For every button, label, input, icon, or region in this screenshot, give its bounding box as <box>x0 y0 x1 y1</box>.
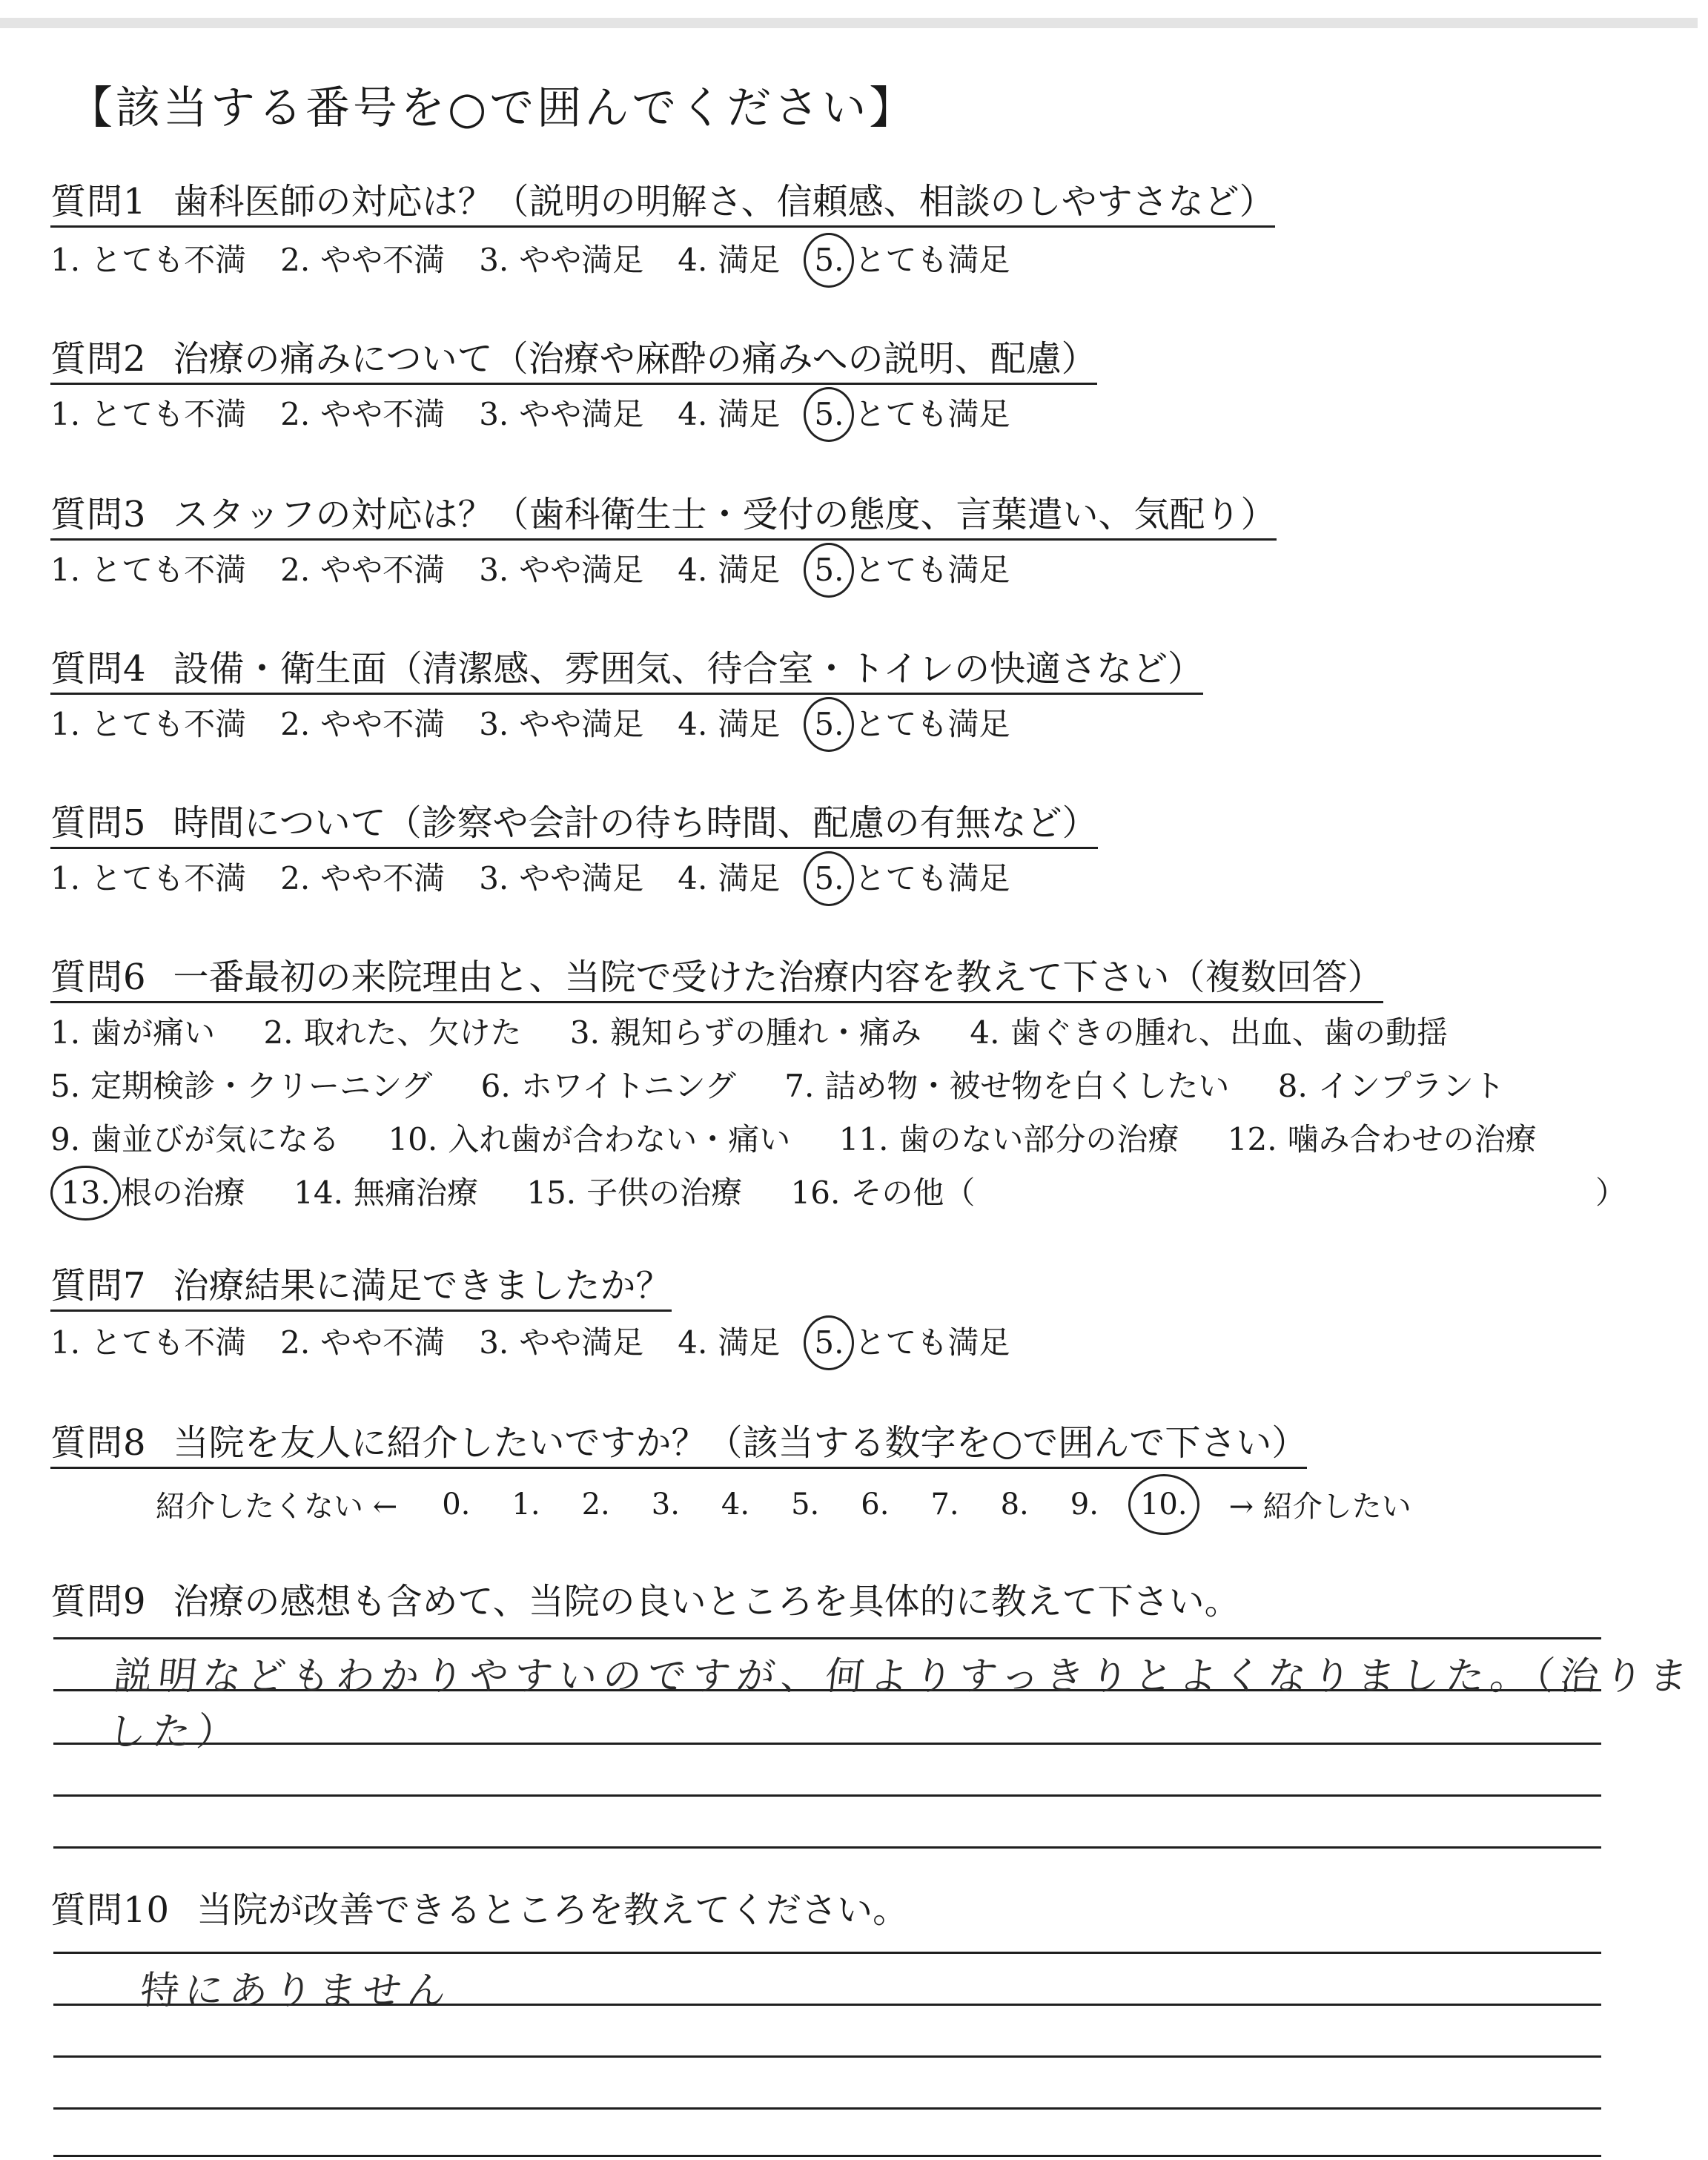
question-5-options <box>50 860 1044 896</box>
question-4-title <box>50 648 1204 695</box>
question-text: スタッフの対応は？（歯科衛生士・受付の態度、言葉遣い、気配り） <box>173 494 1277 535</box>
scan-top-edge <box>0 18 1698 28</box>
scale-7[interactable]: 7. <box>930 1487 959 1522</box>
scale-3[interactable]: 3. <box>651 1487 680 1522</box>
option-5-selected[interactable]: 5. とても満足 <box>814 860 1010 896</box>
question-2-options <box>50 396 1044 432</box>
answer-line <box>53 1637 1601 1639</box>
question-6-options-row-1 <box>50 1014 1486 1051</box>
question-text: 当院を友人に紹介したいですか？（該当する数字を○で囲んで下さい） <box>173 1422 1308 1464</box>
q6-option-12[interactable]: 12. 噛み合わせの治療 <box>1227 1121 1537 1157</box>
question-text: 歯科医師の対応は？（説明の明解さ、信頼感、相談のしやすさなど） <box>173 181 1275 222</box>
question-text: 治療の痛みについて（治療や麻酔の痛みへの説明、配慮） <box>173 338 1097 380</box>
option-3[interactable]: 3. やや満足 <box>479 706 644 742</box>
option-3[interactable]: 3. やや満足 <box>479 860 644 896</box>
q6-option-11[interactable]: 11. 歯のない部分の治療 <box>838 1121 1179 1157</box>
q6-option-5[interactable]: 5. 定期検診・クリーニング <box>50 1068 433 1104</box>
q6-option-1[interactable]: 1. 歯が痛い <box>50 1014 216 1051</box>
option-2[interactable]: 2. やや不満 <box>280 396 446 432</box>
option-4[interactable]: 4. 満足 <box>678 706 781 742</box>
option-3[interactable]: 3. やや満足 <box>479 242 644 278</box>
question-7-title <box>50 1265 672 1312</box>
question-8-scale <box>156 1483 1411 1525</box>
answer-line <box>53 1794 1601 1797</box>
question-6-options-row-3 <box>50 1121 1575 1157</box>
option-1[interactable]: 1. とても不満 <box>50 552 247 588</box>
option-5-selected[interactable]: 5. とても満足 <box>814 552 1010 588</box>
question-3-options <box>50 552 1044 588</box>
scale-9[interactable]: 9. <box>1070 1487 1099 1522</box>
question-label: 質問5 <box>50 802 147 844</box>
option-3[interactable]: 3. やや満足 <box>479 552 644 588</box>
question-text: 時間について（診察や会計の待ち時間、配慮の有無など） <box>173 802 1098 844</box>
q6-option-4[interactable]: 4. 歯ぐきの腫れ、出血、歯の動揺 <box>970 1014 1448 1051</box>
q6-option-15[interactable]: 15. 子供の治療 <box>526 1175 743 1211</box>
q6-option-16[interactable]: 16. その他（ <box>790 1175 976 1211</box>
question-label: 質問2 <box>50 338 147 380</box>
option-1[interactable]: 1. とても不満 <box>50 242 247 278</box>
question-10-title <box>50 1889 909 1934</box>
page-title: 【該当する番号を○で囲んでください】 <box>68 82 917 134</box>
q6-option-14[interactable]: 14. 無痛治療 <box>294 1175 478 1211</box>
scale-0[interactable]: 0. <box>442 1487 471 1522</box>
option-3[interactable]: 3. やや満足 <box>479 396 644 432</box>
option-2[interactable]: 2. やや不満 <box>280 706 446 742</box>
answer-line <box>53 2155 1601 2157</box>
option-2[interactable]: 2. やや不満 <box>280 860 446 896</box>
question-text: 治療の感想も含めて、当院の良いところを具体的に教えて下さい。 <box>173 1581 1240 1622</box>
question-label: 質問8 <box>50 1422 147 1464</box>
option-4[interactable]: 4. 満足 <box>678 242 781 278</box>
scale-4[interactable]: 4. <box>721 1487 750 1522</box>
scale-left-label: 紹介したくない ← <box>156 1490 398 1524</box>
scale-1[interactable]: 1. <box>512 1487 540 1522</box>
question-6-options-row-2 <box>50 1068 1543 1104</box>
answer-line <box>53 2055 1601 2058</box>
scale-10-selected[interactable]: 10. <box>1139 1487 1188 1522</box>
q6-option-9[interactable]: 9. 歯並びが気になる <box>50 1121 340 1157</box>
option-2[interactable]: 2. やや不満 <box>280 242 446 278</box>
answer-line <box>53 2107 1601 2110</box>
question-label: 質問4 <box>50 648 147 690</box>
question-1-options <box>50 242 1044 278</box>
question-text: 設備・衛生面（清潔感、雰囲気、待合室・トイレの快適さなど） <box>173 648 1204 690</box>
option-1[interactable]: 1. とても不満 <box>50 1324 247 1361</box>
other-paren-close: ） <box>1595 1175 1627 1211</box>
question-9-title <box>50 1581 1240 1625</box>
answer-line <box>53 1846 1601 1849</box>
option-4[interactable]: 4. 満足 <box>678 396 781 432</box>
scale-6[interactable]: 6. <box>861 1487 890 1522</box>
q9-handwritten-answer: 説明などもわかりやすいのですが、何よりすっきりとよくなりました。（治りました） <box>105 1654 1696 1754</box>
question-text: 一番最初の来院理由と、当院で受けた治療内容を教えて下さい（複数回答） <box>173 957 1383 998</box>
question-3-title <box>50 494 1277 541</box>
option-2[interactable]: 2. やや不満 <box>280 1324 446 1361</box>
answer-line <box>53 1952 1601 1954</box>
scale-8[interactable]: 8. <box>1000 1487 1029 1522</box>
q10-handwritten-answer: 特にありません <box>138 1969 454 2013</box>
option-5-selected[interactable]: 5. とても満足 <box>814 396 1010 432</box>
q6-option-13-selected[interactable]: 13. 根の治療 <box>61 1175 245 1211</box>
option-2[interactable]: 2. やや不満 <box>280 552 446 588</box>
option-5-selected[interactable]: 5. とても満足 <box>814 706 1010 742</box>
option-4[interactable]: 4. 満足 <box>678 1324 781 1361</box>
option-5-selected[interactable]: 5. とても満足 <box>814 1324 1010 1361</box>
question-label: 質問7 <box>50 1265 147 1307</box>
option-4[interactable]: 4. 満足 <box>678 860 781 896</box>
option-5-selected[interactable]: 5. とても満足 <box>814 242 1010 278</box>
question-6-title <box>50 957 1383 1003</box>
question-label: 質問9 <box>50 1581 147 1622</box>
question-label: 質問6 <box>50 957 147 998</box>
q6-option-2[interactable]: 2. 取れた、欠けた <box>263 1014 522 1051</box>
option-4[interactable]: 4. 満足 <box>678 552 781 588</box>
question-8-title <box>50 1422 1308 1469</box>
option-1[interactable]: 1. とても不満 <box>50 706 247 742</box>
q6-option-8[interactable]: 8. インプラント <box>1277 1068 1505 1104</box>
option-3[interactable]: 3. やや満足 <box>479 1324 644 1361</box>
option-1[interactable]: 1. とても不満 <box>50 396 247 432</box>
scale-2[interactable]: 2. <box>581 1487 610 1522</box>
question-7-options <box>50 1324 1044 1361</box>
question-label: 質問3 <box>50 494 147 535</box>
question-6-options-row-4 <box>61 1175 1013 1211</box>
question-label: 質問10 <box>50 1889 171 1931</box>
question-1-title <box>50 181 1275 228</box>
q6-option-7[interactable]: 7. 詰め物・被せ物を白くしたい <box>784 1068 1230 1104</box>
question-5-title <box>50 802 1098 849</box>
q6-option-6[interactable]: 6. ホワイトニング <box>480 1068 736 1104</box>
scale-right-label: → 紹介したい <box>1228 1490 1411 1524</box>
question-text: 当院が改善できるところを教えてください。 <box>196 1889 909 1931</box>
option-1[interactable]: 1. とても不満 <box>50 860 247 896</box>
question-text: 治療結果に満足できましたか？ <box>173 1265 672 1307</box>
question-4-options <box>50 706 1044 742</box>
question-label: 質問1 <box>50 181 147 222</box>
q6-option-10[interactable]: 10. 入れ歯が合わない・痛い <box>388 1121 791 1157</box>
question-2-title <box>50 338 1097 385</box>
q6-option-3[interactable]: 3. 親知らずの腫れ・痛み <box>569 1014 921 1051</box>
scale-5[interactable]: 5. <box>791 1487 820 1522</box>
